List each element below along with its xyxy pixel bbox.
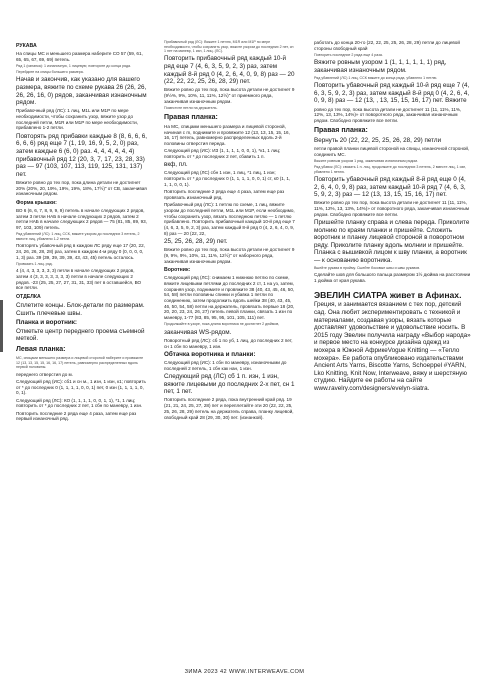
paragraph: Следующий ряд (ЛС): КО (1, 1, 1, 1, 0, 0, 1, 1), *1, 1 лиц; повторить от * до последних 2 пет, 1 сбн по маневру, 1 изн. bbox=[16, 397, 143, 409]
paragraph: Повторить последние 2 ряда, пока внутренний край ряд. 19 (21, 21, 24, 25, 27, 28) пет и переплетайте эти 20 (22, 22, 25, 25, 26, 28, 29) петель на держатель справа, планку лицевой, свободный край 28 (29, 30, 30) пет. (изнанкой). bbox=[164, 397, 294, 420]
paragraph: Повторить убавочный ряд каждый 8-й ряд еще 0 (4, 2, 6, 4, 0, 9, 8) раз, затем каждый 10-й ряд 7 (4, 6, 3, 5, 9, 2, 3) раз — 12 (13, 13, 15, 15, 16, 17) пет. bbox=[314, 175, 466, 199]
paragraph: Прибавочный ряд (ЛС): 1 петлю по схеме, 1 лиц, вяжите узором до последней петли, М1L или М1P, если необходимо, чтобы сохранить узор, вязать последнюю петлю — 1 петлю прибавлено. Повторить прибавочный каждый 10-й ряд еще 7 (4, 6, 3, 5, 9, 2, 3) раз, затем каждый 8-й ряд 0 (4, 2, 6, 4, 0, 9, 8) раз — 20 (22, 22, bbox=[164, 202, 295, 236]
paragraph: Повторять убавочный ряд в каждом ЛС ряду еще 17 (20, 22, 24, 26, 26, 28, 28) раз, затем в каждом 4-м ряду 0 (0, 0, 0, 0, 1, 3) раз. 39 (39, 39, 39, 39, 43, 43, 45) петель осталось. bbox=[16, 243, 145, 260]
paragraph: переднего отверстия до м. bbox=[16, 371, 73, 377]
paragraph: На МС, спицами меньшего размера и лицевой стороной, начиная с m, поднимите и провяжите 12 (13, 13, 15, 15, 16, 16, 17) петель, равномерно распределенных вдоль 2-й половины отверстия переда. bbox=[164, 123, 290, 146]
page-footer: ЗИМА 2023 42 WWW.INTERWEAVE.COM bbox=[184, 669, 305, 675]
paragraph: Следующий ряд (ИС): 1 сбн по маневру, изнаночными до последней 2 петель, 1 сбн как нан, 1 изн. bbox=[164, 360, 287, 371]
paragraph: Следующий ряд (ЛС) сб 1 п. изн, 1 изн, вяжите лицевыми до последних 2-х пет, сн 1 пет, 1 пет. bbox=[164, 373, 295, 396]
paragraph: Сплетите концы. Блок-детали по размерам. Сшить плечевые швы. bbox=[16, 301, 145, 317]
paragraph: Повторить последние 2 ряда еще 4 раза. bbox=[314, 53, 383, 57]
column-middle bbox=[164, 40, 295, 422]
paragraph: Повторить убавочный ряд каждый 10-й ряд еще 7 (4, 6, 3, 5, 9, 2, 3) раз, затем каждый 8-й ряд 0 (4, 2, 6, 4, 0, 9, 8) раз — 12 (13, , 13, 15, 15, 16, 17) пет. Вяжите bbox=[314, 82, 470, 105]
paragraph: ровно до тех пор, пока высота детали не достигнет 11 (11, 11%, 11%, 12%, 13, 13%, 14%)» от поворотного ряда, заканчивая изнаночным рядом. Свободно провяжите все петли. bbox=[314, 106, 462, 123]
paragraph: Поворотный ряд (ЛС): сб 1 по уб, 1 лиц, до последних 2 пет, сн 1 сбн по маневру, 1 изн. bbox=[164, 337, 293, 349]
section-heading: Планка и воротник: bbox=[16, 318, 78, 326]
section-heading: ЭВЕЛИН СИАТРА живет в Афинах. bbox=[314, 289, 462, 300]
paragraph: На спицы МС и меньшего размера наберите СО 57 (59, 61, 65, 65, 67, 69, 69) петель. bbox=[16, 51, 143, 62]
paragraph: Продолжайте в узоре, пока длина воротника не достигнет 2 дюймов, bbox=[164, 322, 280, 327]
paragraph: ВО 6 (6, 6, 7, 8, 9, 9, 9) петель в начале следующих 2 рядов, затем 3 петли НАБ в начале следующих 2 рядов, затем 2 петли НАБ в начале следующих 2 рядов — 75 (81, 85, 89, 93, 97, 103, 109) петель. bbox=[16, 208, 147, 231]
paragraph: Ряд убавок (ЛС): связать 1 п. лиц, продолжите до последних 3 петель, 2 вместе лиц, 1 изн, убавлено 1 петлю. bbox=[314, 165, 467, 174]
paragraph: Повторить последние 2 ряда еще 4 раза, затем еще раз первый изнаночный ряд. bbox=[16, 410, 137, 422]
column-right bbox=[314, 40, 472, 394]
paragraph: Повторить последние 2 ряда еще 4 раза, затем еще раз провязать изнаночный ряд. bbox=[164, 189, 285, 200]
section-heading: РУКАВА bbox=[16, 43, 37, 49]
paragraph: Вшейте рукава в пройму. Сшейте боковые швы и швы рукавов. bbox=[314, 266, 421, 271]
section-heading: Форма крышки: bbox=[16, 200, 57, 207]
paragraph: Следующий ряд (ЛС): снимаем 1 нижнюю петлю по схеме, вяжите лицевыми петлями до последних 2 ст, 1 на уз, затем, сохраняя узор, поднимите и провяжите 38 (40, 43, 45, 46, 50, 54, 58) петли половины спинки и убавка 1 петли по соединению, затем продолжить вдоль шейки 38 (40, 43, 45, 46, 50, 54, 58) петли на держатель, провязать первые 18 (20, 20, 20, 23, 24, 26, 27) петель левой планки, связать 1 изн по маневру, 1-77 (83, 85, 95, 95, 101, 105, 111) пет. bbox=[164, 275, 295, 321]
paragraph: Поместите петли на держатель. bbox=[164, 106, 218, 111]
section-heading: Воротник: bbox=[164, 267, 191, 274]
paragraph: вкф, пл. bbox=[164, 161, 188, 169]
paragraph: заканчивая WS-рядом. bbox=[164, 328, 232, 336]
paragraph: Вяжите ровно до тех пор, пока высота детали не достигнет 9 (9½%, 9%, 10%, 11, 11%, 12½)" от приемного ряда, заканчивая изнаночным рядом. bbox=[164, 87, 295, 104]
paragraph: Вяжите ровно до тех пор, пока высота детали не достигнет 9 (9, 9%, 9%, 10%, 11, 11%, 12½)" от наборного ряда, заканчивая изнаночным рядом. bbox=[164, 247, 295, 264]
paragraph: Следующий ряд (ИС): ИЗ (1, 1, 1, 1, 0, 0, 1), *к1, 1 лиц; повторить от * до последних 2 пет, сбавить 1 п. bbox=[164, 148, 281, 159]
paragraph: Повторить прибавочный ряд каждый 10-й ряд еще 7 (4, 6, 3, 5, 9, 2, 3) раз, затем каждый 8-й ряд 0 (4, 2, 6, 4, 0, 9, 8) раз — 20 (22, 22, 22, 25, 26, 28, 29) пет. bbox=[164, 55, 295, 86]
paragraph: 25, 25, 26, 28, 29) пет. bbox=[164, 237, 228, 245]
paragraph: Ряд 1 (изнанка): 1 изнаночную, 1 лицевую; повторите до конца ряда. bbox=[16, 64, 132, 68]
section-heading: ОТДЕЛКА bbox=[16, 293, 41, 300]
paragraph: Начав и закончив, как указано для вашего размера, вяжите по схеме рукава 26 (26, 26, 26, 26, 16, 0) рядов, заканчивая изнаночным рядом. bbox=[16, 76, 147, 107]
paragraph: Вернуть 20 (22, 22, 25, 25, 26, 28, 29) петли bbox=[314, 136, 442, 144]
paragraph: Ряд убавлений (ЛС) 1 лиц, ССК вяжите до конца ряда, убавлено 1 петлю. bbox=[314, 75, 438, 80]
paragraph: Отметьте центр переднего проема съемной меткой. bbox=[16, 327, 145, 343]
paragraph: Греция, и занимается вязанием с тех пор, детский сад. Она любит экспериментировать с техникой и материалами, создавая узоры, вязать которые доставляет удовольствие и удовольствие носить. В 2015 году Эвелин получила награду «Выбор народа» и первое место на конкурсе дизайна одежд из мохера в Южной АфрикеVogue Knitting — «Тепло мохера». Ее работа опубликовано издательствами Ancient Arts Yarns, Biscotte Yarns, Schoeppel #YARN, Lko Knitting, Knit Now, Interweave, вяжу и шерстяную студию. Найдите ее работы на сайте www.ravelry.com/designers/evelyn-siatra. bbox=[314, 301, 471, 392]
paragraph: 4 (4, 4, 3, 3, 3, 3, 3) петли в начале следующих 2 рядов, затем 4 (3, 3, 3, 3, 3, 3, 3) петли в начале следующих 2 рядов. -23 (25, 25, 27, 27, 31, 31, 33) пет в оставшейся, ВО все петли. bbox=[16, 268, 142, 291]
paragraph: Прибавочный ряд (ЛС): Вяжите 1 петлю, М1R или М1Р по мере необходимости, чтобы сохранить узор, вяжите узором до последних 2 пет, сн 1 пет на маневр, 1 изн, 1 лиц. (ЛС). bbox=[164, 40, 294, 54]
paragraph: Ряд убавлений (ЛС): 1 лиц, ССК, вяжите узором до последних 3 петель, 2 вместе лиц, убавлено 1-2 петли. bbox=[16, 232, 140, 242]
column-left bbox=[16, 40, 147, 424]
paragraph: Вяжите ровно до тех пор, пока высота детали не достигнет 11 (11, 11%, 11%, 12%, 13, 13%, 14%)» от поворотного ряда, заканчивая изнаночным рядом. Свободно провяжите все петли. bbox=[314, 200, 469, 217]
paragraph: Провязать 1 лиц. ряд. bbox=[16, 261, 53, 266]
paragraph: Вяжите ровным узором 1 (1, 1, 1, 1, 1, 1) ряд, заканчивая изнаночным рядом. bbox=[314, 59, 447, 74]
paragraph: Пришейте планку справа и слева переда. Приколите молнию по краям планки и пришейте. Сложить воротник и планку лицевой стороной в поворотном ряду. Приколите планку вдоль молнии и пришейте. Планка с вышивкой лицом к шву планки, а воротник — к основанию воротника. bbox=[314, 219, 470, 265]
section-heading: Правая планка: bbox=[314, 126, 368, 134]
paragraph: работать до конца 20-го (22, 22, 25, 25, 26, 28, 29) петли до лицевой стороны свободный край bbox=[314, 40, 460, 51]
paragraph: Вяжите ровно до тех пор, пока длина детали не достигнет 20% (20%, 20, 19%, 19%, 19%, 18%, 17½)" от СВ, заканчивая изнаночным рядом. bbox=[16, 179, 147, 197]
paragraph: Вяжите ровным узором 1 ряд, заканчивая изнаночным рядом. bbox=[314, 159, 419, 164]
section-heading: Обтачка воротника и планки: bbox=[164, 350, 256, 358]
paragraph: Сделайте шов для большого пальца размером 1½ дюйма на расстоянии 1 дюйма от края рукава. bbox=[314, 272, 471, 284]
paragraph: Прибавочный ряд (ЛС): 1 лиц, М1L или М1Р по мере необходимости, чтобы сохранить узор, вяжите узор до последней петли, М1R или М1P по мере необходимости, прибавлено 1-2 петли. bbox=[16, 108, 138, 131]
paragraph: Следующий ряд (ЛС) сбн 1 изн, 1 лиц, *1 лиц, 1 изн; повторить от * до последних 0 (1, 1, 1, 1, 0, 0, 1) ст, к0 (1, 1, 1, 1, 0, 0, 1). bbox=[164, 170, 291, 187]
paragraph: МС, спицами меньшего размера и лицевой стороной наберите и провяжите 12 (13, 13, 15, 15, 16, 16, 17) петель, равномерно распределенных вдоль первой половины. bbox=[16, 356, 144, 370]
section-heading: Правая планка: bbox=[164, 113, 218, 121]
paragraph: Повторять ряд прибавки каждые 8 (8, 6, 6, 6, 6, 6, 6) ряд еще 7 (1, 19, 16, 9, 5, 2, 0) раз, затем каждые 6 (6, 0) раз. 4, 4, 4, 4, 4, 4) прибавочный ряд 12 (20, 3, 7, 17, 23, 28, 33) раз — 97 (103, 107, 113, 119, 125, 131, 137) пет. bbox=[16, 132, 147, 178]
paragraph: Перейдите на спицы большего размера. bbox=[16, 70, 84, 75]
section-heading: Левая планка: bbox=[16, 346, 66, 354]
paragraph: Следующий ряд (ИС): сб1 и сн м., 1 изн, 1 изн, к1; повторить от * до последних 0 (1, 1, 1, 1, 0, 0, 1) пет, 0 изн (1, 1, 1, 1, 0, 0, 1). bbox=[16, 378, 146, 396]
paragraph: петли правой планки лицевой стороной на спицы, изнаночной стороной, соединить МС. bbox=[314, 146, 470, 157]
margin-marker bbox=[0, 300, 3, 352]
